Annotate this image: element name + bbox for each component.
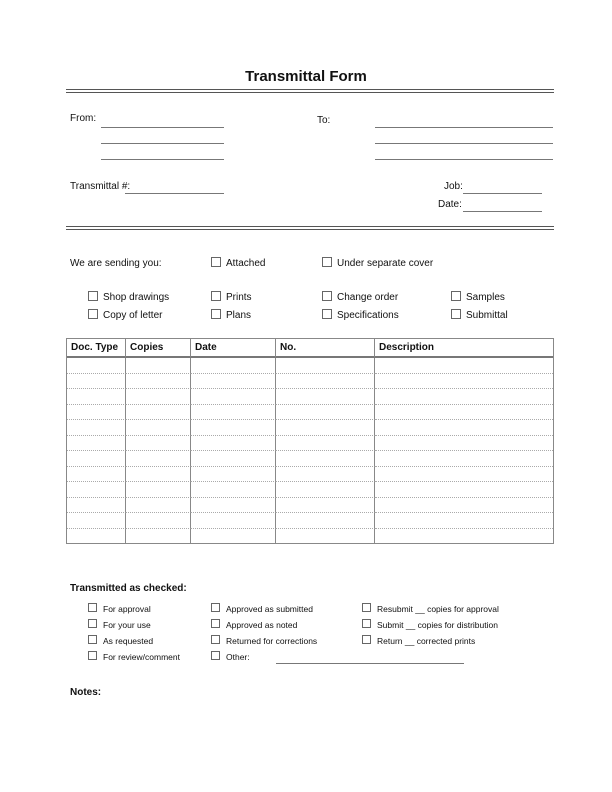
table-cell[interactable]: [67, 498, 126, 514]
attached-label: Attached: [226, 258, 266, 269]
specifications-label: Specifications: [337, 310, 399, 321]
approved-as-noted-label: Approved as noted: [226, 620, 298, 630]
documents-table: [66, 338, 554, 544]
table-cell[interactable]: [375, 513, 553, 529]
table-cell[interactable]: [191, 529, 276, 544]
to-field-line-2[interactable]: [375, 143, 553, 144]
table-row: [67, 358, 553, 374]
table-row: [67, 420, 553, 436]
table-cell[interactable]: [276, 451, 375, 467]
table-cell[interactable]: [375, 529, 553, 544]
transmitted-heading: Transmitted as checked:: [70, 583, 187, 594]
submit-label: Submit __ copies for distribution: [377, 620, 498, 630]
table-cell[interactable]: [67, 405, 126, 421]
table-cell[interactable]: [67, 420, 126, 436]
table-cell[interactable]: [67, 358, 126, 374]
header-divider: [66, 226, 554, 227]
table-cell[interactable]: [67, 513, 126, 529]
copy-of-letter-checkbox[interactable]: [88, 309, 98, 319]
table-row: [67, 405, 553, 421]
table-cell[interactable]: [375, 405, 553, 421]
table-cell[interactable]: [276, 467, 375, 483]
other-field[interactable]: [276, 663, 464, 664]
for-your-use-checkbox[interactable]: [88, 619, 97, 628]
other-label: Other:: [226, 652, 250, 662]
submittal-label: Submittal: [466, 310, 508, 321]
copy-of-letter-label: Copy of letter: [103, 310, 163, 321]
table-cell[interactable]: [67, 374, 126, 390]
return-label: Return __ corrected prints: [377, 636, 476, 646]
table-row: [67, 482, 553, 498]
under-separate-cover-checkbox[interactable]: [322, 257, 332, 267]
title-divider-secondary: [66, 92, 554, 93]
table-cell[interactable]: [126, 529, 191, 544]
table-cell[interactable]: [276, 498, 375, 514]
table-cell[interactable]: [375, 358, 553, 374]
for-review-comment-checkbox[interactable]: [88, 651, 97, 660]
notes-label: Notes:: [70, 687, 102, 698]
col-doc-type: Doc. Type: [67, 339, 126, 358]
returned-for-corrections-label: Returned for corrections: [226, 636, 318, 646]
table-cell[interactable]: [276, 529, 375, 544]
to-label: To:: [317, 115, 331, 126]
table-cell[interactable]: [126, 389, 191, 405]
table-cell[interactable]: [276, 358, 375, 374]
table-row: [67, 436, 553, 452]
samples-checkbox[interactable]: [451, 291, 461, 301]
to-field-line-3[interactable]: [375, 159, 553, 160]
for-approval-checkbox[interactable]: [88, 603, 97, 612]
resubmit-checkbox[interactable]: [362, 603, 371, 612]
submit-checkbox[interactable]: [362, 619, 371, 628]
table-cell[interactable]: [191, 358, 276, 374]
col-description: Description: [375, 339, 553, 358]
table-cell[interactable]: [191, 436, 276, 452]
table-header-row: [67, 339, 553, 358]
from-field-line-2[interactable]: [101, 143, 224, 144]
table-cell[interactable]: [67, 467, 126, 483]
table-cell[interactable]: [126, 358, 191, 374]
table-cell[interactable]: [375, 436, 553, 452]
approved-as-noted-checkbox[interactable]: [211, 619, 220, 628]
to-field-line-1[interactable]: [375, 127, 553, 128]
date-field[interactable]: [463, 211, 542, 212]
table-cell[interactable]: [126, 498, 191, 514]
table-cell[interactable]: [126, 405, 191, 421]
approved-as-submitted-checkbox[interactable]: [211, 603, 220, 612]
table-cell[interactable]: [126, 513, 191, 529]
as-requested-label: As requested: [103, 636, 154, 646]
from-label: From:: [70, 113, 97, 124]
table-cell[interactable]: [126, 420, 191, 436]
resubmit-label: Resubmit __ copies for approval: [377, 604, 499, 614]
table-cell[interactable]: [375, 498, 553, 514]
table-cell[interactable]: [191, 513, 276, 529]
submittal-checkbox[interactable]: [451, 309, 461, 319]
table-cell[interactable]: [375, 374, 553, 390]
as-requested-checkbox[interactable]: [88, 635, 97, 644]
return-checkbox[interactable]: [362, 635, 371, 644]
table-cell[interactable]: [126, 374, 191, 390]
table-cell[interactable]: [191, 420, 276, 436]
job-field[interactable]: [463, 193, 542, 194]
change-order-checkbox[interactable]: [322, 291, 332, 301]
returned-for-corrections-checkbox[interactable]: [211, 635, 220, 644]
table-row: [67, 451, 553, 467]
under-separate-cover-label: Under separate cover: [337, 258, 434, 269]
transmittal-number-field[interactable]: [125, 193, 224, 194]
table-row: [67, 389, 553, 405]
plans-label: Plans: [226, 310, 252, 321]
table-cell[interactable]: [276, 420, 375, 436]
for-approval-label: For approval: [103, 604, 151, 614]
shop-drawings-checkbox[interactable]: [88, 291, 98, 301]
other-checkbox[interactable]: [211, 651, 220, 660]
table-cell[interactable]: [67, 389, 126, 405]
table-cell[interactable]: [276, 436, 375, 452]
table-cell[interactable]: [67, 436, 126, 452]
table-cell[interactable]: [276, 482, 375, 498]
attached-checkbox[interactable]: [211, 257, 221, 267]
shop-drawings-label: Shop drawings: [103, 292, 170, 303]
transmittal-number-label: Transmittal #:: [70, 181, 131, 192]
table-cell[interactable]: [276, 389, 375, 405]
table-cell[interactable]: [191, 389, 276, 405]
approved-as-submitted-label: Approved as submitted: [226, 604, 313, 614]
table-cell[interactable]: [126, 436, 191, 452]
date-label: Date:: [438, 199, 462, 210]
table-cell[interactable]: [276, 513, 375, 529]
for-your-use-label: For your use: [103, 620, 151, 630]
table-cell[interactable]: [126, 482, 191, 498]
table-row: [67, 529, 553, 544]
table-cell[interactable]: [276, 374, 375, 390]
table-cell[interactable]: [375, 420, 553, 436]
for-review-comment-label: For review/comment: [103, 652, 180, 662]
col-no: No.: [276, 339, 375, 358]
specifications-checkbox[interactable]: [322, 309, 332, 319]
page-title: Transmittal Form: [245, 68, 367, 85]
from-field-line-1[interactable]: [101, 127, 224, 128]
table-cell[interactable]: [126, 467, 191, 483]
table-cell[interactable]: [191, 467, 276, 483]
prints-label: Prints: [226, 292, 252, 303]
table-row: [67, 467, 553, 483]
sending-label: We are sending you:: [70, 258, 162, 269]
table-cell[interactable]: [191, 374, 276, 390]
col-copies: Copies: [126, 339, 191, 358]
table-cell[interactable]: [191, 498, 276, 514]
table-cell[interactable]: [191, 451, 276, 467]
job-label: Job:: [444, 181, 463, 192]
table-cell[interactable]: [191, 405, 276, 421]
samples-label: Samples: [466, 292, 505, 303]
table-row: [67, 374, 553, 390]
table-cell[interactable]: [126, 451, 191, 467]
plans-checkbox[interactable]: [211, 309, 221, 319]
change-order-label: Change order: [337, 292, 399, 303]
table-cell[interactable]: [276, 405, 375, 421]
table-cell[interactable]: [67, 451, 126, 467]
table-cell[interactable]: [67, 529, 126, 544]
table-cell[interactable]: [375, 451, 553, 467]
prints-checkbox[interactable]: [211, 291, 221, 301]
table-cell[interactable]: [375, 482, 553, 498]
table-cell[interactable]: [375, 467, 553, 483]
col-date: Date: [191, 339, 276, 358]
table-row: [67, 513, 553, 529]
table-cell[interactable]: [67, 482, 126, 498]
table-row: [67, 498, 553, 514]
table-cell[interactable]: [375, 389, 553, 405]
from-field-line-3[interactable]: [101, 159, 224, 160]
table-cell[interactable]: [191, 482, 276, 498]
title-divider: [66, 89, 554, 90]
header-divider-secondary: [66, 229, 554, 230]
